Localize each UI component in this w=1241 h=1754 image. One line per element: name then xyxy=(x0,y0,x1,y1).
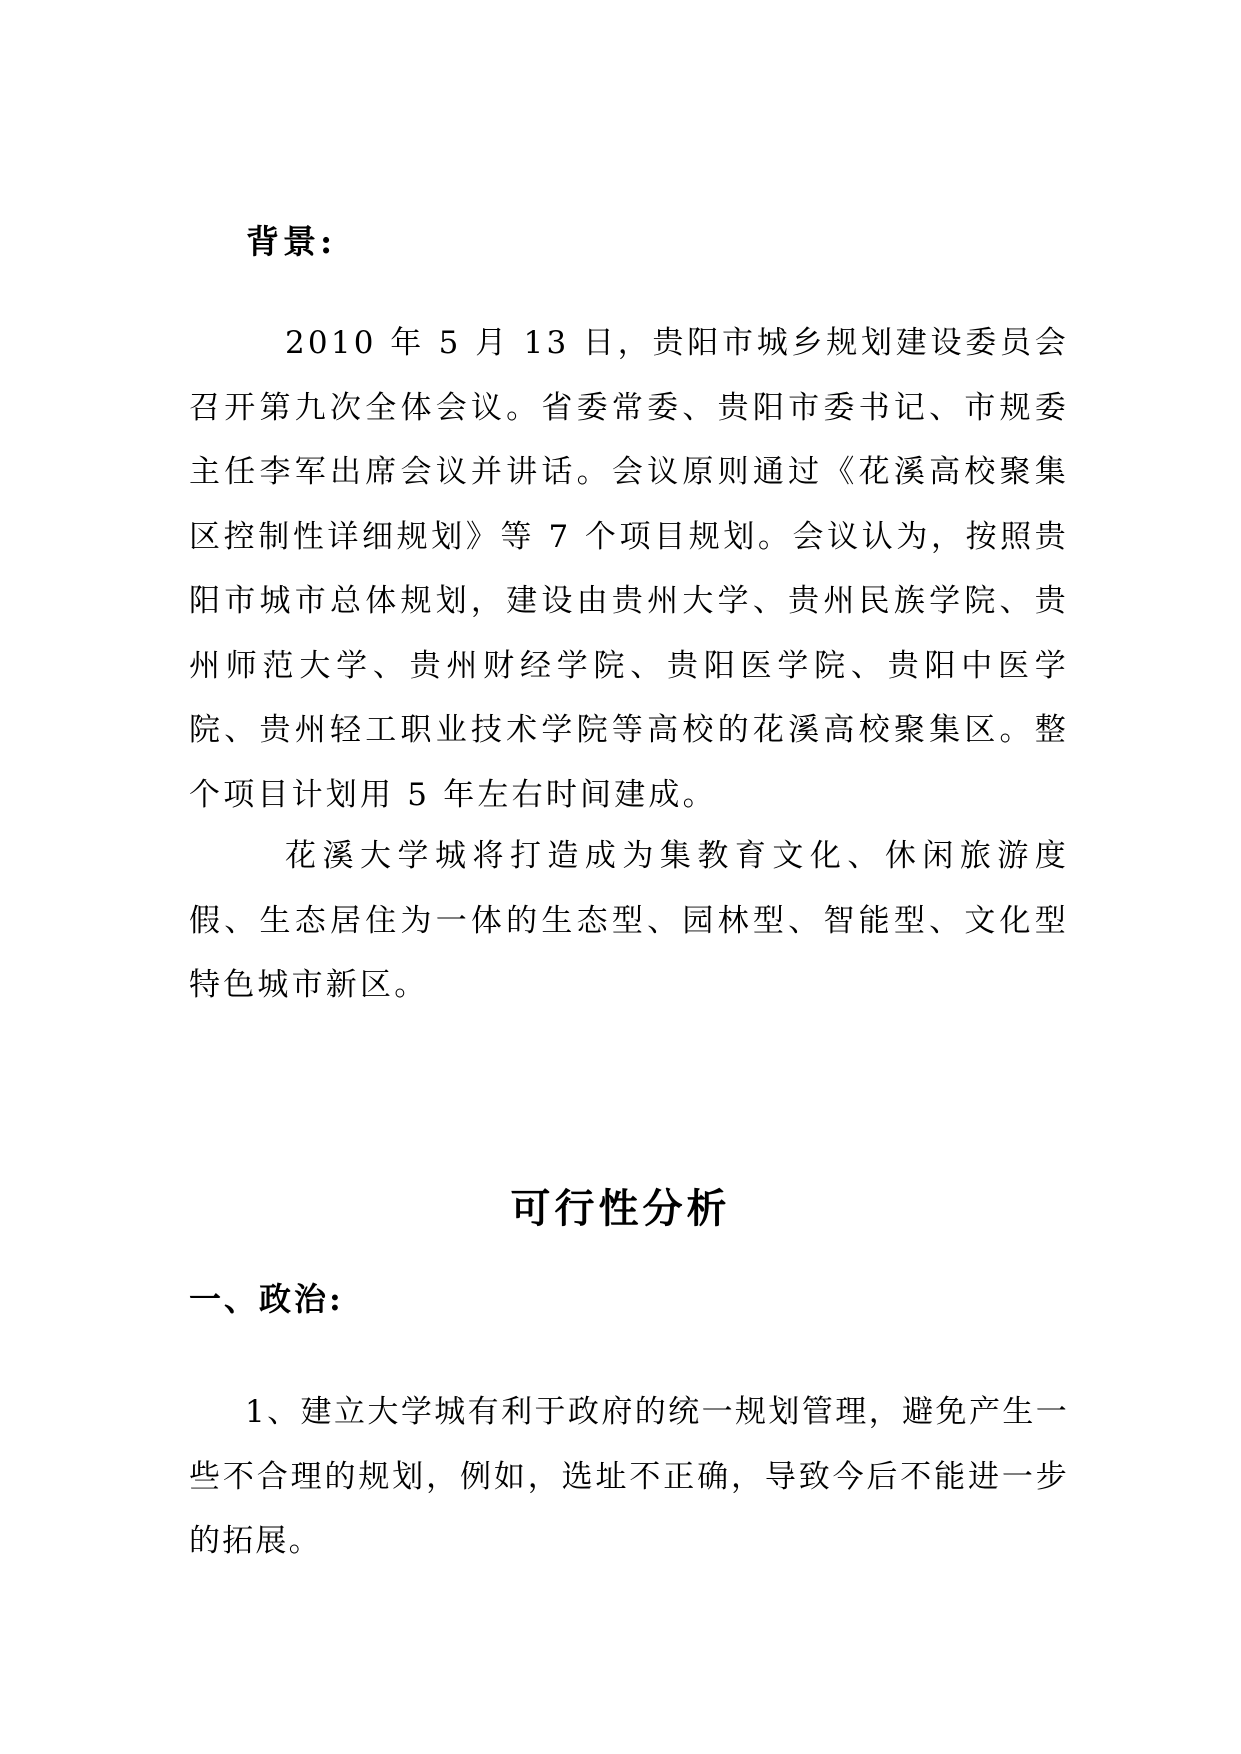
feasibility-analysis-title: 可行性分析 xyxy=(510,1185,731,1232)
section-politics-heading: 一、政治: xyxy=(189,1280,344,1318)
politics-paragraph-1: 1、建立大学城有利于政府的统一规划管理，避免产生一些不合理的规划，例如，选址不正确，导致今后不能进一步的拓展。 xyxy=(189,1394,1069,1559)
background-paragraph-1: 2010 年 5 月 13 日，贵阳市城乡规划建设委员会召开第九次全体会议。省委常委、贵阳市委书记、市规委主任李军出席会议并讲话。会议原则通过《花溪高校聚集区控制性详细规划》等 7 个项目规划。会议认为，按照贵阳市城市总体规划，建设由贵州大学、贵州民族学院、贵州师范大学、贵州财经学院、贵阳医学院、贵阳中医学院、贵州轻工职业技术学院等高校的花溪高校聚集区。整个项目计划用 5 年左右时间建成。 xyxy=(189,325,1069,813)
background-heading: 背景: xyxy=(246,222,337,261)
background-paragraph-2: 花溪大学城将打造成为集教育文化、休闲旅游度假、生态居住为一体的生态型、园林型、智能型、文化型特色城市新区。 xyxy=(189,838,1069,1003)
